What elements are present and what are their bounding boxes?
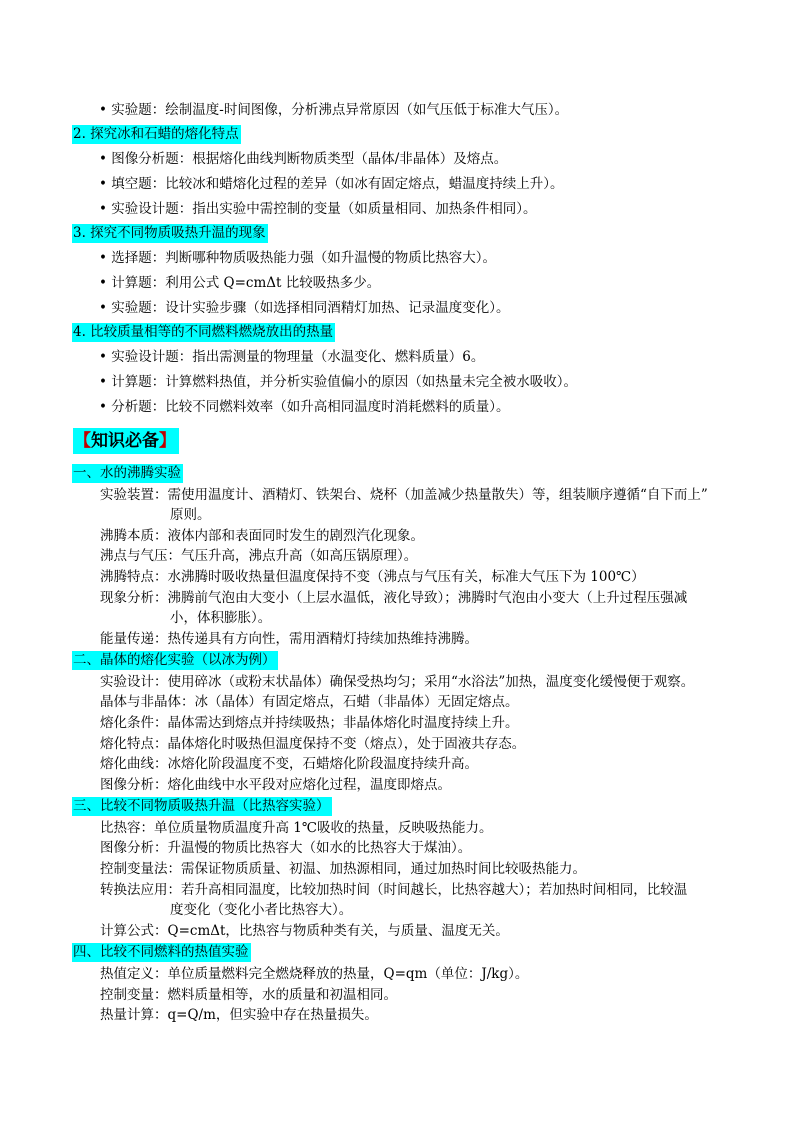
text-line: 现象分析：沸腾前气泡由大变小（上层水温低，液化导致）；沸腾时气泡由小变大（上升过程压强减 (100, 590, 688, 606)
text-line: 计算公式：Q=cmΔt，比热容与物质种类有关，与质量、温度无关。 (100, 923, 509, 939)
list-item: • 计算题：利用公式 Q=cmΔt 比较吸热多少。 (99, 275, 381, 291)
list-item: • 分析题：比较不同燃料效率（如升高相同温度时消耗燃料的质量）。 (99, 399, 510, 415)
section-heading: 四、比较不同燃料的热值实验 (73, 944, 249, 960)
text-line: 沸点与气压：气压升高，沸点升高（如高压锅原理）。 (100, 548, 418, 564)
text-line: 实验设计：使用碎冰（或粉末状晶体）确保受热均匀；采用“水浴法”加热，温度变化缓慢便于观察。 (100, 674, 695, 690)
text-line: 沸腾特点：水沸腾时吸收热量但温度保持不变（沸点与气压有关，标准大气压下为 100℃） (100, 569, 645, 585)
list-item: • 选择题：判断哪种物质吸热能力强（如升温慢的物质比热容大）。 (99, 250, 497, 266)
list-item: • 实验设计题：指出实验中需控制的变量（如质量相同、加热条件相同）。 (99, 201, 537, 217)
list-item: • 实验题：设计实验步骤（如选择相同酒精灯加热、记录温度变化）。 (99, 300, 510, 316)
text-line: 实验装置：需使用温度计、酒精灯、铁架台、烧杯（加盖减少热量散失）等，组装顺序遵循“自下而上” (100, 487, 708, 503)
text-line: 晶体与非晶体：冰（晶体）有固定熔点，石蜡（非晶体）无固定熔点。 (100, 694, 519, 710)
knowledge-heading: 【知识必备】 (73, 428, 179, 454)
text-line: 能量传递：热传递具有方向性，需用酒精灯持续加热维持沸腾。 (100, 631, 478, 647)
section-heading: 2. 探究冰和石蜡的熔化特点 (73, 126, 239, 142)
text-line: 热值定义：单位质量燃料完全燃烧释放的热量，Q=qm（单位：J/kg）。 (100, 966, 529, 982)
text-line: 小，体积膨胀）。 (170, 610, 272, 626)
text-line: 控制变量法：需保证物质质量、初温、加热源相同，通过加热时间比较吸热能力。 (100, 861, 586, 877)
text-line: 比热容：单位质量物质温度升高 1℃吸收的热量，反映吸热能力。 (100, 820, 493, 836)
section-heading: 一、水的沸腾实验 (73, 465, 181, 481)
section-heading: 4. 比较质量相等的不同燃料燃烧放出的热量 (73, 324, 334, 340)
text-line: 度变化（变化小者比热容大）。 (170, 902, 353, 918)
text-line: 控制变量：燃料质量相等，水的质量和初温相同。 (100, 987, 397, 1003)
list-item: • 计算题：计算燃料热值，并分析实验值偏小的原因（如热量未完全被水吸收）。 (99, 374, 578, 390)
text-line: 熔化曲线：冰熔化阶段温度不变，石蜡熔化阶段温度持续升高。 (100, 756, 478, 772)
text-line: 转换法应用：若升高相同温度，比较加热时间（时间越长，比热容越大）；若加热时间相同，比较温 (100, 882, 688, 898)
text-line: 熔化特点：晶体熔化时吸热但温度保持不变（熔点），处于固液共存态。 (100, 736, 526, 752)
text-line: 沸腾本质：液体内部和表面同时发生的剧烈汽化现象。 (100, 528, 424, 544)
section-heading: 三、比较不同物质吸热升温（比热容实验） (73, 798, 330, 814)
text-line: 原则。 (170, 507, 211, 523)
list-item: • 实验题：绘制温度-时间图像，分析沸点异常原因（如气压低于标准大气压）。 (99, 102, 569, 118)
text-line: 图像分析：熔化曲线中水平段对应熔化过程，温度即熔点。 (100, 777, 451, 793)
section-heading: 二、晶体的熔化实验（以冰为例） (73, 652, 276, 668)
list-item: • 填空题：比较冰和蜡熔化过程的差异（如冰有固定熔点，蜡温度持续上升）。 (99, 176, 564, 192)
list-item: • 实验设计题：指出需测量的物理量（水温变化、燃料质量）6。 (99, 349, 485, 365)
text-line: 熔化条件：晶体需达到熔点并持续吸热；非晶体熔化时温度持续上升。 (100, 715, 519, 731)
list-item: • 图像分析题：根据熔化曲线判断物质类型（晶体/非晶体）及熔点。 (99, 151, 508, 167)
section-heading: 3. 探究不同物质吸热升温的现象 (73, 225, 266, 241)
text-line: 图像分析：升温慢的物质比热容大（如水的比热容大于煤油）。 (100, 840, 472, 856)
text-line: 热量计算：q=Q/m，但实验中存在热量损失。 (100, 1007, 378, 1023)
